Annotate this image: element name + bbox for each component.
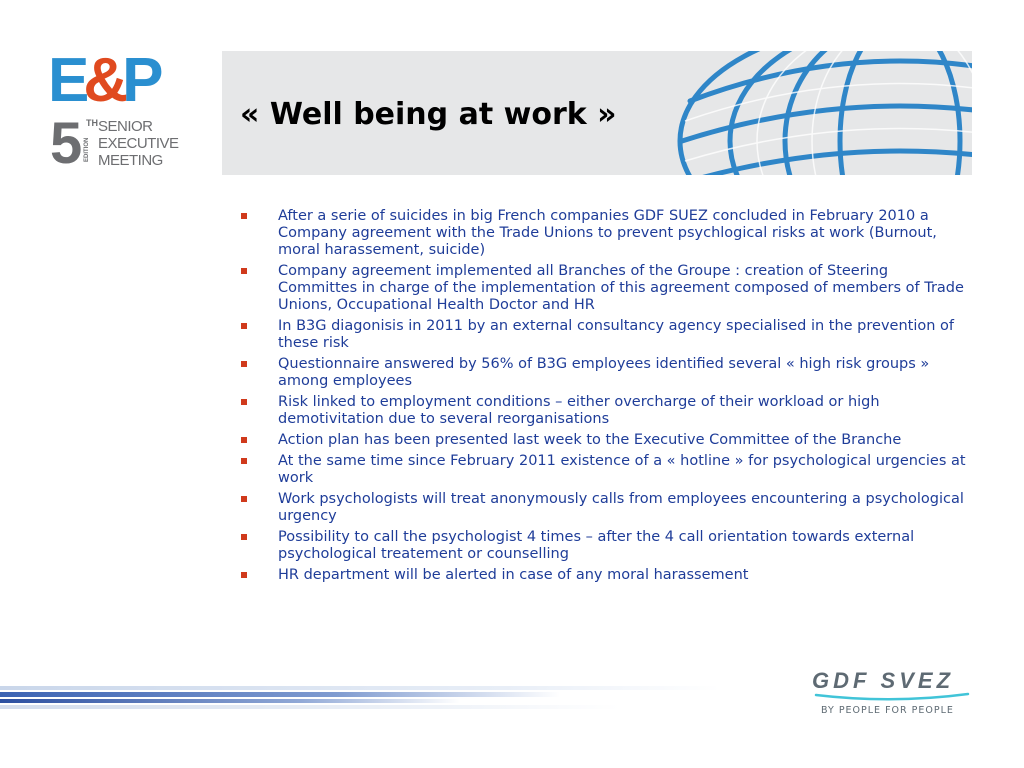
company-name: GDF SVEZ (812, 668, 955, 693)
event-logo (48, 46, 198, 180)
bullet-text: Company agreement implemented all Branches of the Groupe : creation of Steering Committes in charge of the implementation of this agreement composed of members of Trade Unions, Occupational Health Doctor and HR (278, 263, 964, 313)
logo-edition-word: EDITION (84, 137, 90, 162)
bullet-marker (241, 361, 247, 367)
bullet-text: Work psychologists will treat anonymously calls from employees encountering a psychological urgency (278, 491, 964, 524)
bullet-marker (241, 323, 247, 329)
bullet-text: Risk linked to employment conditions – either overcharge of their workload or high demotivitation due to several reorganisations (278, 394, 880, 427)
globe-graphic (670, 51, 972, 175)
logo-event-name (98, 118, 179, 169)
title-banner (222, 51, 972, 175)
footer-stripe (0, 692, 560, 697)
list-item (240, 394, 970, 428)
logo-line-senior: SENIOR (98, 118, 153, 135)
footer-stripe (0, 705, 620, 709)
bullet-marker (241, 496, 247, 502)
list-item (240, 491, 970, 525)
logo-line-executive: EXECUTIVE (98, 135, 179, 152)
logo-ep-wordmark: E&P (48, 46, 158, 115)
bullet-list (240, 208, 970, 588)
logo-edition-suffix: TH (86, 118, 98, 128)
bullet-text: Questionnaire answered by 56% of B3G employees identified several « high risk groups » among employees (278, 356, 930, 389)
bullet-text: Action plan has been presented last week to the Executive Committee of the Branche (278, 432, 902, 448)
bullet-text: At the same time since February 2011 existence of a « hotline » for psychological urgencies at work (278, 453, 966, 486)
footer-stripe (0, 686, 720, 690)
bullet-marker (241, 437, 247, 443)
list-item (240, 208, 970, 259)
bullet-text: HR department will be alerted in case of any moral harassement (278, 567, 749, 583)
bullet-marker (241, 213, 247, 219)
list-item (240, 567, 970, 584)
footer-stripe (0, 699, 460, 703)
logo-line-meeting: MEETING (98, 152, 163, 169)
list-item (240, 263, 970, 314)
bullet-marker (241, 534, 247, 540)
list-item (240, 318, 970, 352)
list-item (240, 356, 970, 390)
bullet-marker (241, 268, 247, 274)
slide-title: « Well being at work » (240, 97, 617, 132)
bullet-marker (241, 572, 247, 578)
bullet-text: Possibility to call the psychologist 4 times – after the 4 call orientation towards external psychological treatement or counselling (278, 529, 915, 562)
list-item (240, 453, 970, 487)
bullet-text: After a serie of suicides in big French companies GDF SUEZ concluded in February 2010 a Company agreement with the Trade Unions to prevent psychlogical risks at work (Burnout, moral harassement, suicide) (278, 208, 937, 258)
bullet-marker (241, 399, 247, 405)
list-item (240, 432, 970, 449)
logo-edition-number: 5 (50, 111, 83, 176)
bullet-marker (241, 458, 247, 464)
company-logo (812, 668, 972, 716)
list-item (240, 529, 970, 563)
company-tagline: BY PEOPLE FOR PEOPLE (821, 705, 954, 716)
bullet-text: In B3G diagonisis in 2011 by an external consultancy agency specialised in the prevention of these risk (278, 318, 954, 351)
